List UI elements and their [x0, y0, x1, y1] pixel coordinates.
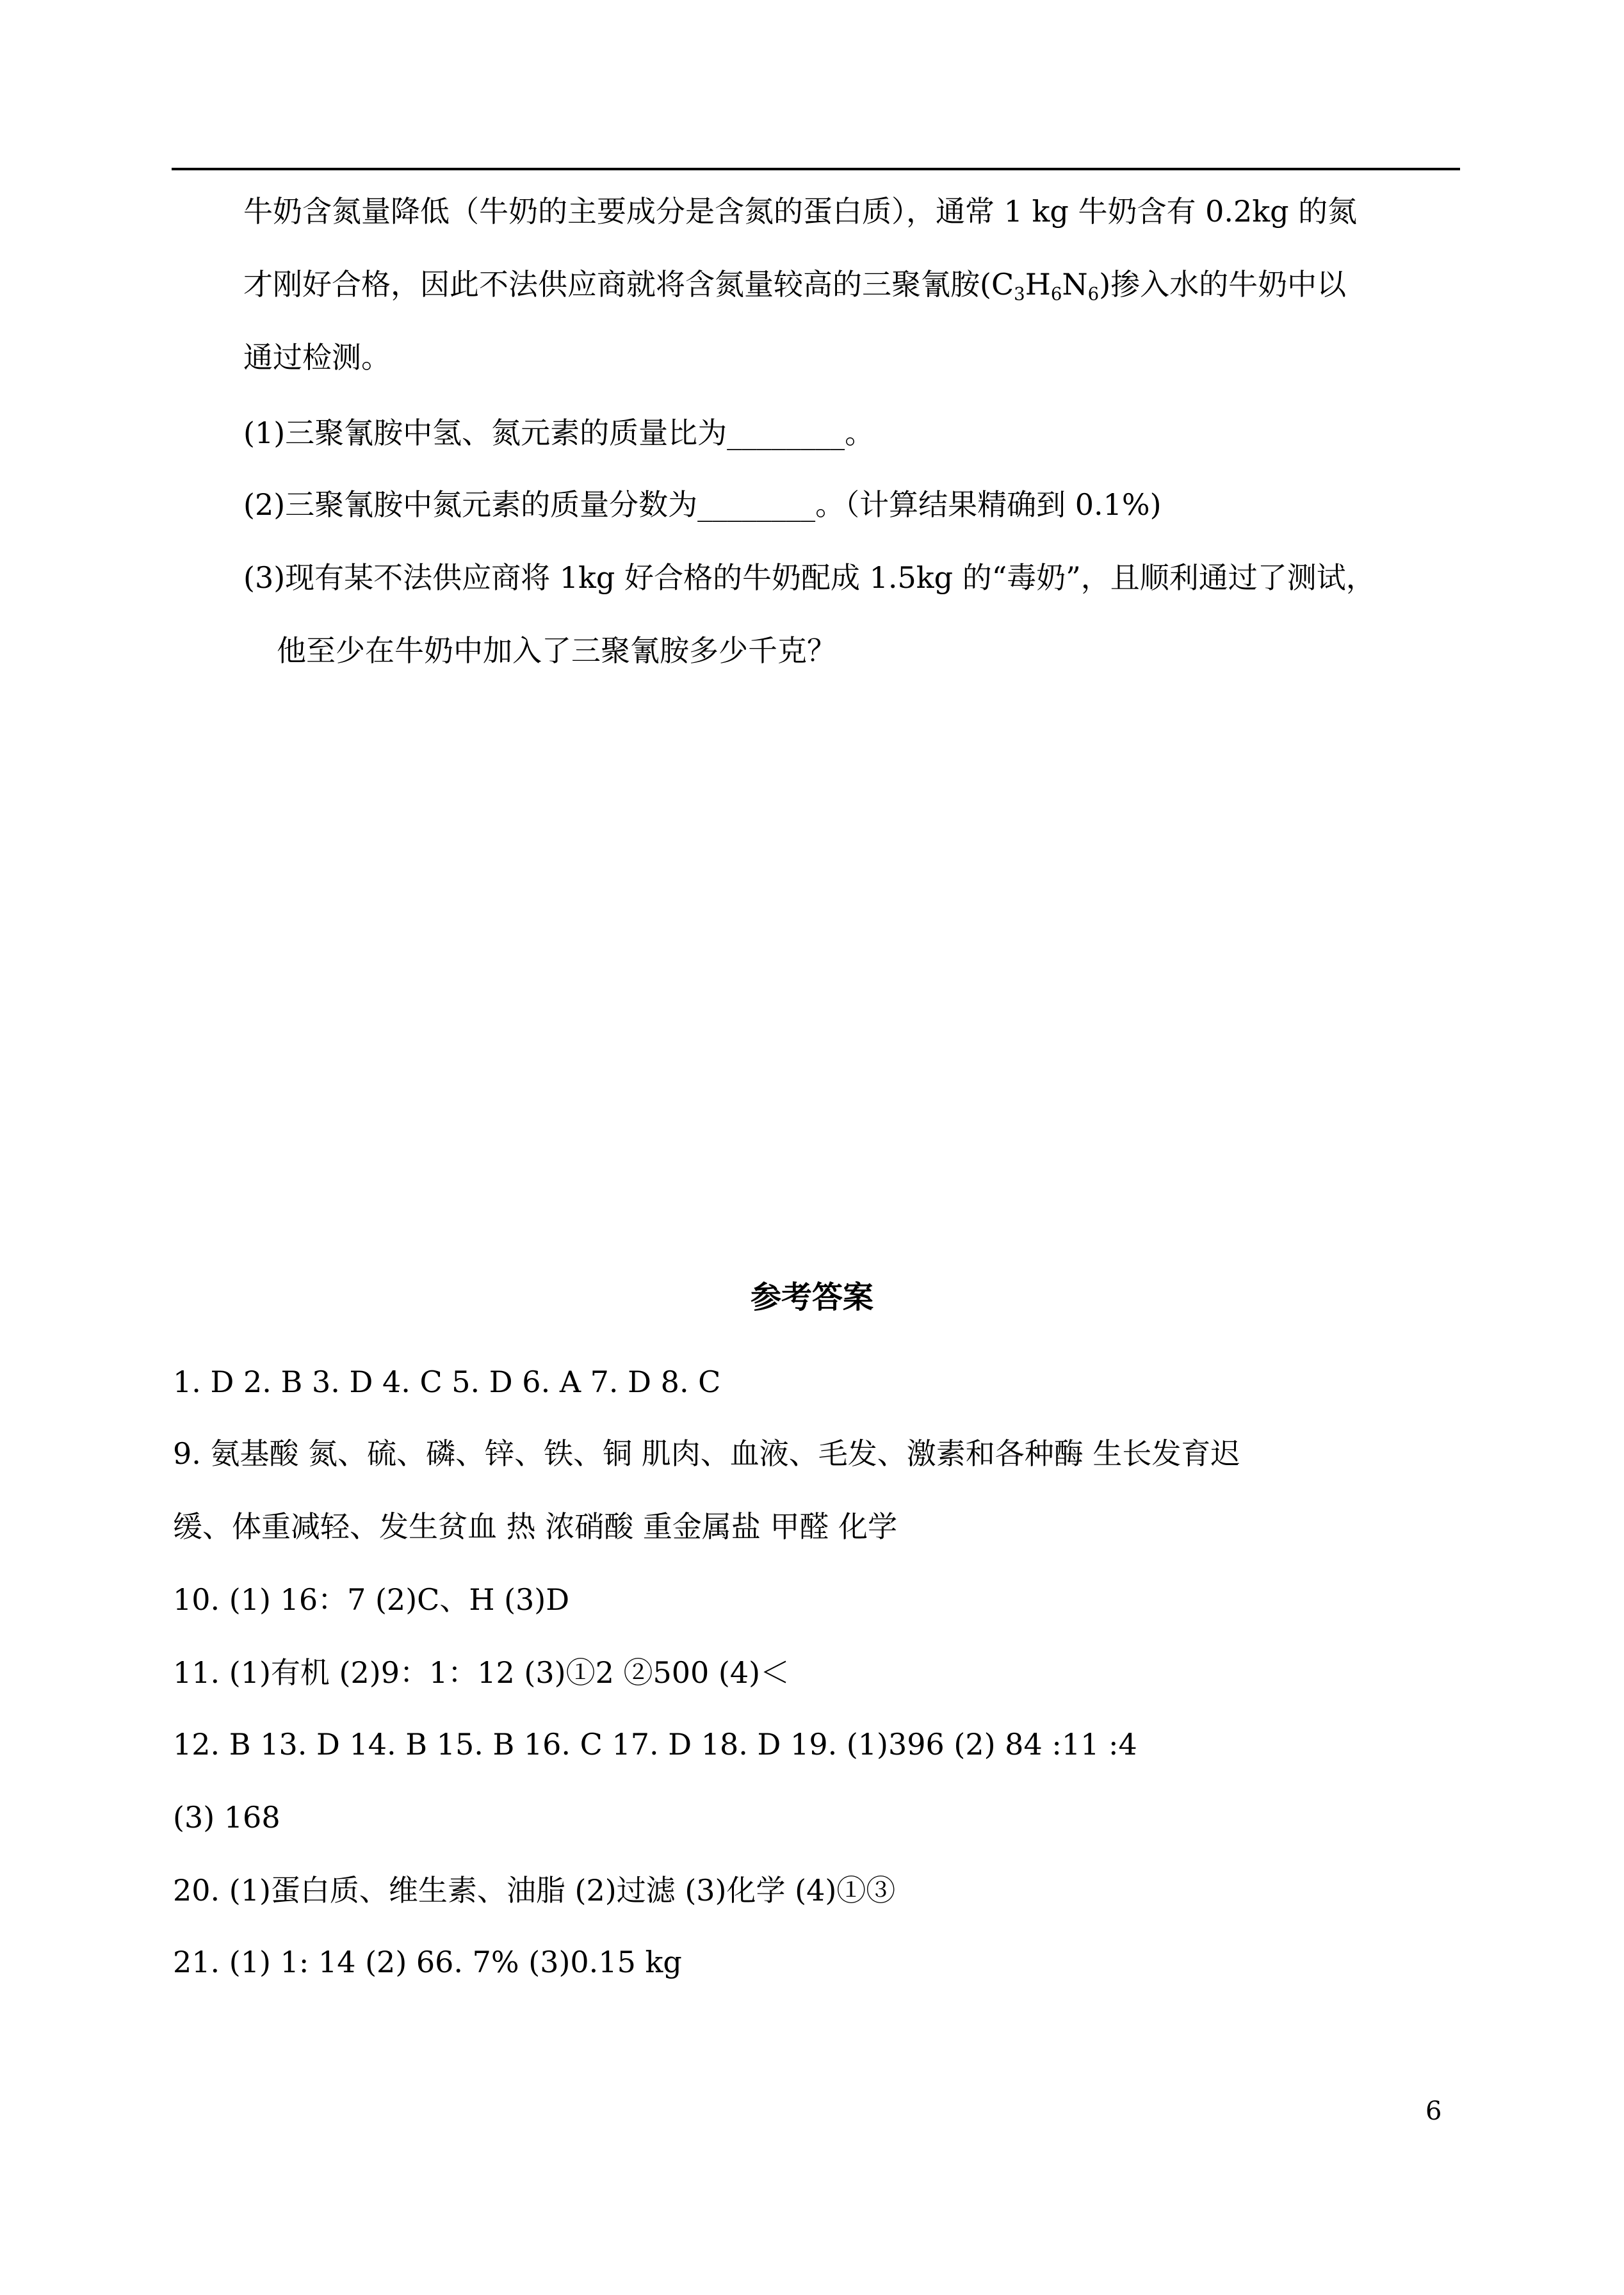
question-3-line-1: (3)现有某不法供应商将 1kg 好合格的牛奶配成 1.5kg 的“毒奶”，且顺利通过了测试， — [243, 560, 1376, 595]
answer-line: 9. 氨基酸 氮、硫、磷、锌、铁、铜 肌肉、血液、毛发、激素和各种酶 生长发育迟 — [173, 1436, 1240, 1471]
paragraph-line-1: 牛奶含氮量降低（牛奶的主要成分是含氮的蛋白质），通常 1 kg 牛奶含有 0.2kg 的氮 — [243, 194, 1358, 229]
formula-h: H — [1025, 267, 1051, 302]
answer-line: (3) 168 — [173, 1800, 280, 1835]
question-3-line-2: 他至少在牛奶中加入了三聚氰胺多少千克？ — [277, 633, 836, 668]
answer-line: 10. (1) 16：7 (2)C、H (3)D — [173, 1582, 570, 1617]
formula-n: N — [1062, 267, 1088, 302]
answer-line: 21. (1) 1: 14 (2) 66. 7% (3)0.15 kg — [173, 1945, 682, 1979]
answer-line: 1. D 2. B 3. D 4. C 5. D 6. A 7. D 8. C — [173, 1365, 721, 1399]
question-1: (1)三聚氰胺中氢、氮元素的质量比为________。 — [243, 416, 875, 450]
line-2-suffix: )掺入水的牛奶中以 — [1099, 267, 1347, 302]
answer-line: 11. (1)有机 (2)9：1：12 (3)①2 ②500 (4)＜ — [173, 1655, 790, 1690]
header-rule — [172, 168, 1460, 170]
subscript-n: 6 — [1087, 283, 1100, 305]
paragraph-line-3: 通过检测。 — [243, 340, 391, 375]
answer-line: 20. (1)蛋白质、维生素、油脂 (2)过滤 (3)化学 (4)①③ — [173, 1873, 896, 1908]
paragraph-line-2 — [243, 265, 1346, 304]
answer-line: 缓、体重减轻、发生贫血 热 浓硝酸 重金属盐 甲醛 化学 — [173, 1509, 898, 1544]
line-2-prefix: 才刚好合格，因此不法供应商就将含氮量较高的三聚氰胺(C — [243, 267, 1014, 302]
subscript-h: 6 — [1050, 283, 1062, 305]
answers-title: 参考答案 — [750, 1279, 873, 1315]
subscript-c: 3 — [1014, 283, 1025, 305]
page-number: 6 — [1425, 2096, 1442, 2126]
answer-line: 12. B 13. D 14. B 15. B 16. C 17. D 18. D 19. (1)396 (2) 84 :11 :4 — [173, 1727, 1137, 1762]
question-2: (2)三聚氰胺中氮元素的质量分数为________。（计算结果精确到 0.1%) — [243, 487, 1162, 522]
